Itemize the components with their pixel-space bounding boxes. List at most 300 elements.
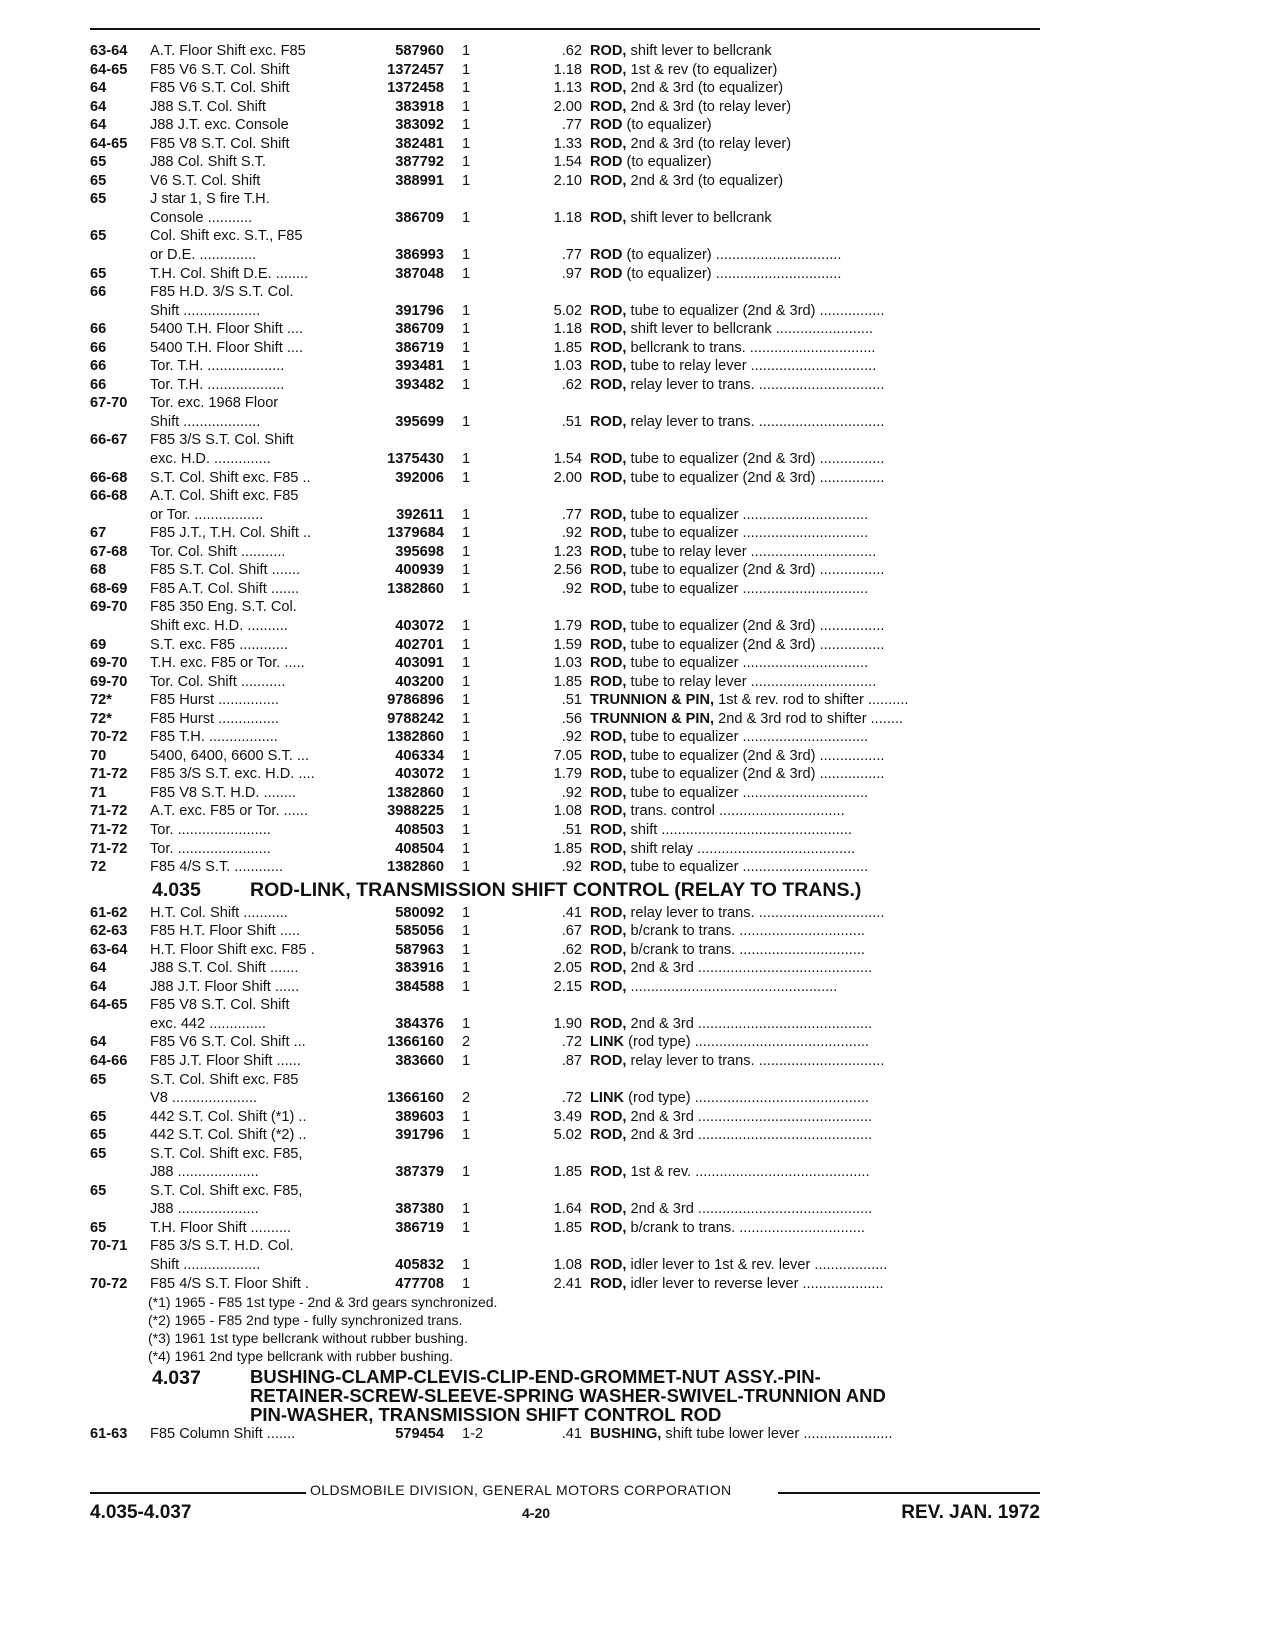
application: Col. Shift exc. S.T., F85 <box>150 228 303 245</box>
model-year: 65 <box>90 228 107 245</box>
description-detail: (to equalizer) <box>626 117 712 134</box>
quantity: 1 <box>462 247 471 264</box>
application: F85 V6 S.T. Col. Shift ... <box>150 1034 306 1051</box>
footnote: (*1) 1965 - F85 1st type - 2nd & 3rd gears synchronized. <box>148 1294 498 1311</box>
price: 3.49 <box>553 1108 582 1125</box>
description <box>590 98 791 117</box>
part-number: 386709 <box>395 321 444 338</box>
description <box>590 802 845 821</box>
description-part-name: ROD, <box>590 506 627 523</box>
model-year: 71-72 <box>90 766 128 783</box>
model-year: 66-67 <box>90 432 128 449</box>
table-row <box>90 1033 1040 1052</box>
section-heading <box>90 877 1040 904</box>
description-detail: (to equalizer) ............................... <box>626 265 842 282</box>
application: F85 J.T. Floor Shift ...... <box>150 1052 301 1069</box>
quantity: 2 <box>462 1034 471 1051</box>
part-number: 1382860 <box>387 784 444 801</box>
part-number: 382481 <box>395 135 444 152</box>
quantity: 1 <box>462 358 471 375</box>
description-detail: tube to equalizer (2nd & 3rd) ................ <box>630 617 885 634</box>
price: 1.90 <box>553 1015 582 1032</box>
description-detail: tube to equalizer (2nd & 3rd) ................ <box>630 766 885 783</box>
table-row <box>90 172 1040 191</box>
quantity: 1 <box>462 209 471 226</box>
application: H.T. Floor Shift exc. F85 . <box>150 941 315 958</box>
table-row <box>90 506 1040 525</box>
table-row <box>90 283 1040 302</box>
application: F85 3/S S.T. exc. H.D. .... <box>150 766 315 783</box>
description-detail: (rod type) ........................................... <box>628 1090 869 1107</box>
part-number: 388991 <box>395 172 444 189</box>
footer-section-range: 4.035-4.037 <box>90 1502 192 1523</box>
description-part-name: ROD, <box>590 61 627 78</box>
description <box>590 1425 893 1444</box>
quantity: 1 <box>462 729 471 746</box>
part-number: 477708 <box>395 1275 444 1292</box>
part-number: 386719 <box>395 1219 444 1236</box>
price: .92 <box>561 580 582 597</box>
price: .51 <box>561 692 582 709</box>
application: exc. 442 .............. <box>150 1015 266 1032</box>
part-number: 391796 <box>395 1127 444 1144</box>
description-detail: bellcrank to trans. ............................... <box>630 339 876 356</box>
part-number: 395699 <box>395 413 444 430</box>
part-number: 1379684 <box>387 525 444 542</box>
table-row <box>90 1275 1040 1294</box>
model-year: 67-70 <box>90 395 128 412</box>
part-number: 386993 <box>395 247 444 264</box>
price: 1.33 <box>553 135 582 152</box>
description-detail: 2nd & 3rd (to equalizer) <box>630 80 784 97</box>
table-row <box>90 543 1040 562</box>
table-row <box>90 1108 1040 1127</box>
description <box>590 840 855 859</box>
table-row <box>90 1145 1040 1164</box>
part-number: 387792 <box>395 154 444 171</box>
description-detail: tube to equalizer ............................... <box>630 525 869 542</box>
description-part-name: ROD <box>590 247 623 264</box>
description <box>590 116 712 135</box>
application: A.T. Floor Shift exc. F85 <box>150 43 306 59</box>
model-year: 61-62 <box>90 904 128 921</box>
description-part-name: ROD, <box>590 655 627 672</box>
application: F85 V8 S.T. Col. Shift <box>150 135 290 152</box>
quantity: 1 <box>462 1108 471 1125</box>
part-number: 408504 <box>395 840 444 857</box>
description <box>590 821 852 840</box>
table-row <box>90 1256 1040 1275</box>
part-number: 1366160 <box>387 1034 444 1051</box>
table-row <box>90 996 1040 1015</box>
description-detail: tube to equalizer (2nd & 3rd) ................ <box>630 451 885 468</box>
application: F85 J.T., T.H. Col. Shift .. <box>150 525 312 542</box>
application: 5400, 6400, 6600 S.T. ... <box>150 747 310 764</box>
description <box>590 413 884 432</box>
quantity: 1 <box>462 784 471 801</box>
model-year: 70-72 <box>90 729 128 746</box>
application: F85 350 Eng. S.T. Col. <box>150 599 297 616</box>
model-year: 64 <box>90 1034 107 1051</box>
application: J88 .................... <box>150 1164 259 1181</box>
part-number: 1366160 <box>387 1090 444 1107</box>
description <box>590 79 783 98</box>
section-title-line: BUSHING-CLAMP-CLEVIS-CLIP-END-GROMMET-NUT ASSY.-PIN- <box>250 1366 821 1388</box>
table-row <box>90 691 1040 710</box>
part-number: 408503 <box>395 821 444 838</box>
part-number: 383092 <box>395 117 444 134</box>
footer-rule-right <box>778 1492 1040 1494</box>
description-part-name: ROD, <box>590 1219 627 1236</box>
section-title <box>250 1367 886 1424</box>
description-detail: tube to equalizer ............................... <box>630 784 869 801</box>
description-part-name: ROD, <box>590 209 627 226</box>
description-part-name: ROD, <box>590 1015 627 1032</box>
quantity: 1 <box>462 1275 471 1292</box>
description-detail: shift tube lower lever ...................... <box>665 1426 893 1443</box>
part-number: 1372458 <box>387 80 444 97</box>
quantity: 1 <box>462 655 471 672</box>
model-year: 65 <box>90 1219 107 1236</box>
model-year: 70-71 <box>90 1238 128 1255</box>
footnote: (*2) 1965 - F85 2nd type - fully synchronized trans. <box>148 1312 463 1329</box>
application: Shift ................... <box>150 413 261 430</box>
description-part-name: ROD, <box>590 562 627 579</box>
application: J88 S.T. Col. Shift ....... <box>150 960 299 977</box>
model-year: 72* <box>90 710 112 727</box>
application: H.T. Col. Shift ........... <box>150 904 288 921</box>
table-row <box>90 227 1040 246</box>
model-year: 70-72 <box>90 1275 128 1292</box>
application: S.T. Col. Shift exc. F85 .. <box>150 469 311 486</box>
application: F85 3/S S.T. Col. Shift <box>150 432 294 449</box>
model-year: 66 <box>90 284 107 301</box>
description-detail: relay lever to trans. ............................... <box>630 1052 885 1069</box>
model-year: 64 <box>90 98 107 115</box>
model-year: 64 <box>90 960 107 977</box>
description-detail: 2nd & 3rd ........................................... <box>630 1201 873 1218</box>
price: 1.18 <box>553 209 582 226</box>
description <box>590 691 908 710</box>
part-number: 383918 <box>395 98 444 115</box>
description-part-name: ROD, <box>590 321 627 338</box>
application: F85 4/S S.T. Floor Shift . <box>150 1275 309 1292</box>
description <box>590 1015 872 1034</box>
description <box>590 135 791 154</box>
part-number: 403200 <box>395 673 444 690</box>
table-row <box>90 1015 1040 1034</box>
price: 1.13 <box>553 80 582 97</box>
part-number: 402701 <box>395 636 444 653</box>
description-part-name: ROD, <box>590 729 627 746</box>
section-title-line: PIN-WASHER, TRANSMISSION SHIFT CONTROL ROD <box>250 1404 722 1426</box>
description <box>590 209 772 228</box>
price: 1.23 <box>553 543 582 560</box>
application: F85 Hurst ............... <box>150 710 279 727</box>
quantity: 1 <box>462 617 471 634</box>
table-row <box>90 431 1040 450</box>
price: .41 <box>561 1426 582 1443</box>
description <box>590 302 884 321</box>
model-year: 64-66 <box>90 1052 128 1069</box>
table-row <box>90 116 1040 135</box>
description <box>590 524 868 543</box>
description-detail: tube to equalizer (2nd & 3rd) ................ <box>630 636 885 653</box>
price: 2.10 <box>553 172 582 189</box>
description <box>590 265 841 284</box>
description-part-name: ROD, <box>590 636 627 653</box>
description-detail: shift relay ....................................... <box>630 840 856 857</box>
top-rule <box>90 28 1040 30</box>
model-year: 70 <box>90 747 107 764</box>
part-number: 3988225 <box>387 803 444 820</box>
description-part-name: TRUNNION & PIN, <box>590 692 715 709</box>
description-part-name: ROD, <box>590 302 627 319</box>
price: 2.15 <box>553 978 582 995</box>
model-year: 66 <box>90 358 107 375</box>
description-detail: 2nd & 3rd ........................................... <box>630 960 873 977</box>
application: F85 3/S S.T. H.D. Col. <box>150 1238 294 1255</box>
table-row <box>90 978 1040 997</box>
table-row <box>90 246 1040 265</box>
part-number: 386719 <box>395 339 444 356</box>
part-number: 387380 <box>395 1201 444 1218</box>
application: J88 .................... <box>150 1201 259 1218</box>
price: 1.03 <box>553 655 582 672</box>
price: .77 <box>561 117 582 134</box>
part-number: 1382860 <box>387 729 444 746</box>
description <box>590 747 884 766</box>
table-row <box>90 1219 1040 1238</box>
table-row <box>90 904 1040 923</box>
description-part-name: ROD, <box>590 747 627 764</box>
application: Shift ................... <box>150 302 261 319</box>
footer-corporation: OLDSMOBILE DIVISION, GENERAL MOTORS CORPORATION <box>310 1482 732 1498</box>
table-row <box>90 524 1040 543</box>
price: 1.79 <box>553 617 582 634</box>
description-detail: tube to equalizer (2nd & 3rd) ................ <box>630 469 885 486</box>
table-row <box>90 1163 1040 1182</box>
description-detail: relay lever to trans. ............................... <box>630 376 885 393</box>
quantity: 1 <box>462 1257 471 1273</box>
model-year: 72* <box>90 692 112 709</box>
application: F85 V6 S.T. Col. Shift <box>150 80 290 97</box>
quantity: 1 <box>462 1219 471 1236</box>
application: S.T. exc. F85 ............ <box>150 636 288 653</box>
description <box>590 153 712 172</box>
description-detail: 1st & rev (to equalizer) <box>630 61 778 78</box>
description-part-name: ROD, <box>590 358 627 375</box>
section-heading <box>90 1365 1040 1425</box>
part-number: 392611 <box>396 506 444 523</box>
table-row <box>90 840 1040 859</box>
application: S.T. Col. Shift exc. F85, <box>150 1145 303 1162</box>
description <box>590 61 777 80</box>
description-part-name: ROD, <box>590 960 627 977</box>
model-year: 68-69 <box>90 580 128 597</box>
application: T.H. Col. Shift D.E. ........ <box>150 265 309 282</box>
price: 1.85 <box>553 339 582 356</box>
table-row <box>90 765 1040 784</box>
application: A.T. exc. F85 or Tor. ...... <box>150 803 308 820</box>
price: .67 <box>561 923 582 940</box>
description-part-name: ROD, <box>590 580 627 597</box>
quantity: 1 <box>462 80 471 97</box>
description-part-name: ROD, <box>590 904 627 921</box>
quantity: 1 <box>462 172 471 189</box>
model-year: 71 <box>90 784 107 801</box>
description <box>590 673 876 692</box>
price: .56 <box>561 710 582 727</box>
description-part-name: ROD, <box>590 1164 627 1181</box>
description-part-name: ROD, <box>590 821 627 838</box>
model-year: 66-68 <box>90 488 128 505</box>
application: T.H. exc. F85 or Tor. ..... <box>150 655 305 672</box>
description <box>590 1256 887 1275</box>
quantity: 1 <box>462 376 471 393</box>
table-row <box>90 394 1040 413</box>
model-year: 65 <box>90 172 107 189</box>
description-part-name: ROD, <box>590 1127 627 1144</box>
quantity: 1 <box>462 339 471 356</box>
section-number: 4.035 <box>152 878 201 901</box>
price: .97 <box>561 265 582 282</box>
model-year: 65 <box>90 191 107 208</box>
description <box>590 1052 884 1071</box>
quantity: 1 <box>462 469 471 486</box>
quantity: 1 <box>462 859 471 876</box>
price: .72 <box>561 1034 582 1051</box>
section-title-line: RETAINER-SCREW-SLEEVE-SPRING WASHER-SWIVEL-TRUNNION AND <box>250 1385 886 1407</box>
part-number: 587960 <box>395 43 444 59</box>
model-year: 71-72 <box>90 821 128 838</box>
price: .92 <box>561 525 582 542</box>
quantity: 1 <box>462 98 471 115</box>
description-detail: tube to equalizer (2nd & 3rd) ................ <box>630 562 885 579</box>
price: 1.03 <box>553 358 582 375</box>
table-row <box>90 153 1040 172</box>
application: F85 V6 S.T. Col. Shift <box>150 61 290 78</box>
part-number: 383916 <box>395 960 444 977</box>
application: F85 H.T. Floor Shift ..... <box>150 923 301 940</box>
application: Tor. T.H. ................... <box>150 358 285 375</box>
description <box>590 469 884 488</box>
application: S.T. Col. Shift exc. F85 <box>150 1071 299 1088</box>
description-detail: tube to equalizer ............................... <box>630 729 869 746</box>
application: Tor. Col. Shift ........... <box>150 543 286 560</box>
description <box>590 978 837 997</box>
description-part-name: ROD, <box>590 413 627 430</box>
description-part-name: ROD, <box>590 469 627 486</box>
price: 2.05 <box>553 960 582 977</box>
table-row <box>90 747 1040 766</box>
table-row <box>90 209 1040 228</box>
description-part-name: ROD, <box>590 859 627 876</box>
description-part-name: ROD, <box>590 80 627 97</box>
model-year: 65 <box>90 1071 107 1088</box>
description-detail: shift lever to bellcrank ........................ <box>630 321 874 338</box>
footer-corporation-line <box>90 1482 1040 1502</box>
model-year: 64 <box>90 80 107 97</box>
description-detail: relay lever to trans. ............................... <box>630 413 885 430</box>
footer-revision: REV. JAN. 1972 <box>901 1502 1040 1523</box>
description <box>590 357 876 376</box>
description <box>590 543 876 562</box>
table-row <box>90 357 1040 376</box>
model-year: 67 <box>90 525 107 542</box>
quantity: 1 <box>462 673 471 690</box>
price: 1.54 <box>553 154 582 171</box>
application: F85 S.T. Col. Shift ....... <box>150 562 301 579</box>
quantity: 1 <box>462 840 471 857</box>
model-year: 69 <box>90 636 107 653</box>
quantity: 1 <box>462 562 471 579</box>
application: F85 Column Shift ....... <box>150 1426 296 1443</box>
application: F85 4/S S.T. ............ <box>150 859 284 876</box>
part-number: 403091 <box>395 655 444 672</box>
description-detail: 1st & rev. ........................................... <box>630 1164 870 1181</box>
quantity: 1 <box>462 1015 471 1032</box>
price: .77 <box>561 506 582 523</box>
quantity: 1 <box>462 43 471 59</box>
part-number: 384376 <box>395 1015 444 1032</box>
model-year: 64 <box>90 978 107 995</box>
application: A.T. Col. Shift exc. F85 <box>150 488 299 505</box>
description-part-name: ROD, <box>590 673 627 690</box>
quantity: 1 <box>462 154 471 171</box>
table-row <box>90 802 1040 821</box>
application: J88 S.T. Col. Shift <box>150 98 266 115</box>
table-row <box>90 413 1040 432</box>
description <box>590 320 873 339</box>
quantity: 1 <box>462 1164 471 1181</box>
description-part-name: ROD, <box>590 766 627 783</box>
description <box>590 1163 870 1182</box>
table-row <box>90 1200 1040 1219</box>
price: 1.85 <box>553 840 582 857</box>
application: T.H. Floor Shift .......... <box>150 1219 292 1236</box>
description-detail: 2nd & 3rd (to relay lever) <box>630 98 792 115</box>
quantity: 1 <box>462 135 471 152</box>
description-detail: shift lever to bellcrank <box>630 43 772 59</box>
footnote: (*4) 1961 2nd type bellcrank with rubber bushing. <box>148 1348 454 1365</box>
table-row <box>90 190 1040 209</box>
price: 1.18 <box>553 321 582 338</box>
price: 1.54 <box>553 451 582 468</box>
price: 1.59 <box>553 636 582 653</box>
description-part-name: ROD, <box>590 784 627 801</box>
quantity: 2 <box>462 1090 471 1107</box>
description-detail: relay lever to trans. ............................... <box>630 904 885 921</box>
quantity: 1 <box>462 506 471 523</box>
part-number: 580092 <box>395 904 444 921</box>
description <box>590 561 884 580</box>
application: Tor. exc. 1968 Floor <box>150 395 279 412</box>
part-number: 403072 <box>395 617 444 634</box>
description <box>590 728 868 747</box>
description <box>590 246 841 265</box>
catalog-page <box>90 0 1040 1647</box>
application: 442 S.T. Col. Shift (*2) .. <box>150 1127 307 1144</box>
model-year: 64-65 <box>90 61 128 78</box>
table-row <box>90 617 1040 636</box>
description <box>590 941 865 960</box>
table-row <box>90 654 1040 673</box>
model-year: 66 <box>90 376 107 393</box>
model-year: 65 <box>90 1182 107 1199</box>
description-detail: 1st & rev. rod to shifter .......... <box>718 692 909 709</box>
description-detail: 2nd & 3rd ........................................... <box>630 1127 873 1144</box>
